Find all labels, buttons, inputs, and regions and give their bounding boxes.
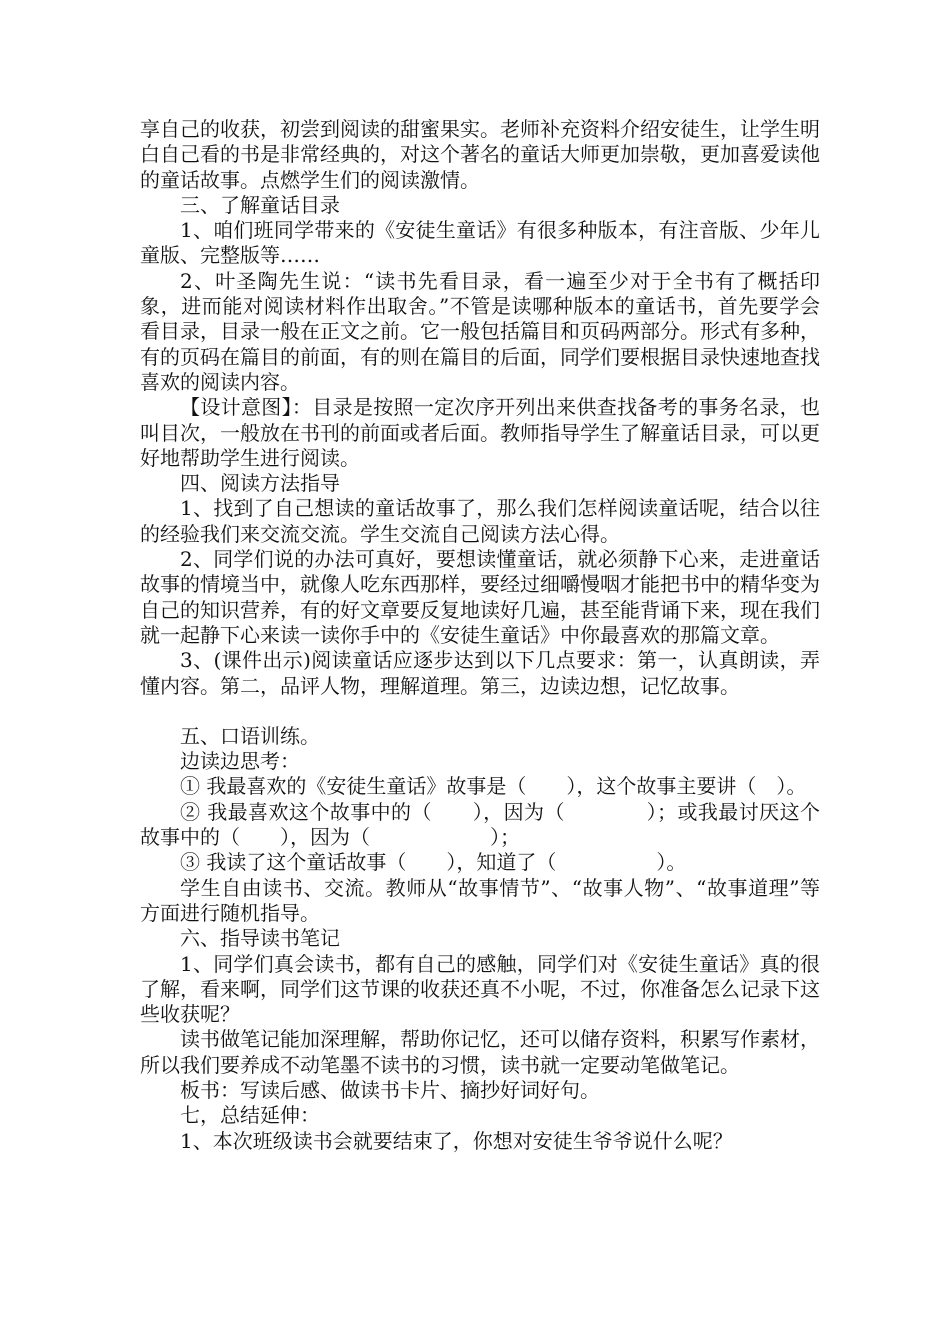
fill-in-item: ② 我最喜欢这个故事中的（ ），因为（ ）；或我最讨厌这个故事中的（ ），因为（ ）； [140, 799, 820, 850]
paragraph: 边读边思考： [180, 749, 300, 774]
paragraph-continuation: 享自己的收获，初尝到阅读的甜蜜果实。老师补充资料介绍安徒生，让学生明白自己看的书是非常经典的，对这个著名的童话大师更加崇敬，更加喜爱读他的童话故事。点燃学生们的阅读激情。 [140, 117, 820, 192]
fill-in-item: ③ 我读了这个童话故事（ ），知道了（ ）。 [180, 850, 687, 875]
fill-in-item: ① 我最喜欢的《安徒生童话》故事是（ ），这个故事主要讲（ ）。 [180, 774, 807, 799]
design-intent-paragraph: 【设计意图】：目录是按照一定次序开列出来供查找备考的事务名录，也叫目次，一般放在书刊的前面或者后面。教师指导学生了解童话目录，可以更好地帮助学生进行阅读。 [140, 395, 820, 470]
paragraph: 1、找到了自己想读的童话故事了，那么我们怎样阅读童话呢，结合以往的经验我们来交流交流。学生交流自己阅读方法心得。 [140, 496, 820, 546]
document-page [140, 117, 820, 1154]
paragraph: 读书做笔记能加深理解，帮助你记忆，还可以储存资料，积累写作素材，所以我们要养成不动笔墨不读书的习惯，读书就一定要动笔做笔记。 [140, 1027, 820, 1077]
paragraph: 1、同学们真会读书，都有自己的感触，同学们对《安徒生童话》真的很了解，看来啊，同学们这节课的收获还真不小呢，不过，你准备怎么记录下这些收获呢？ [140, 951, 820, 1027]
paragraph: 板书：写读后感、做读书卡片、摘抄好词好句。 [180, 1077, 600, 1102]
section-heading-3: 三、了解童话目录 [180, 192, 340, 217]
blank-line [140, 699, 820, 724]
paragraph: 1、咱们班同学带来的《安徒生童话》有很多种版本，有注音版、少年儿童版、完整版等…… [140, 218, 820, 268]
paragraph: 3、(课件出示)阅读童话应逐步达到以下几点要求：第一，认真朗读，弄懂内容。第二，品评人物，理解道理。第三，边读边想，记忆故事。 [140, 648, 820, 698]
section-heading-6: 六、指导读书笔记 [180, 926, 340, 951]
section-heading-4: 四、阅读方法指导 [180, 471, 340, 496]
paragraph: 2、叶圣陶先生说：“读书先看目录，看一遍至少对于全书有了概括印象，进而能对阅读材料作出取舍。”不管是读哪种版本的童话书，首先要学会看目录，目录一般在正文之前。它一般包括篇目和页码两部分。形式有多种，有的页码在篇目的前面，有的则在篇目的后面，同学们要根据目录快速地查找喜欢的阅读内容。 [140, 268, 820, 394]
paragraph: 学生自由读书、交流。教师从“故事情节”、“故事人物”、“故事道理”等方面进行随机指导。 [140, 875, 820, 925]
section-heading-7: 七，总结延伸： [180, 1103, 320, 1128]
paragraph: 1、本次班级读书会就要结束了，你想对安徒生爷爷说什么呢？ [180, 1128, 733, 1153]
paragraph: 2、同学们说的办法可真好，要想读懂童话，就必须静下心来，走进童话故事的情境当中，就像人吃东西那样，要经过细嚼慢咽才能把书中的精华变为自己的知识营养，有的好文章要反复地读好几遍，甚至能背诵下来，现在我们就一起静下心来读一读你手中的《安徒生童话》中你最喜欢的那篇文章。 [140, 547, 820, 647]
section-heading-5: 五、口语训练。 [180, 723, 320, 748]
